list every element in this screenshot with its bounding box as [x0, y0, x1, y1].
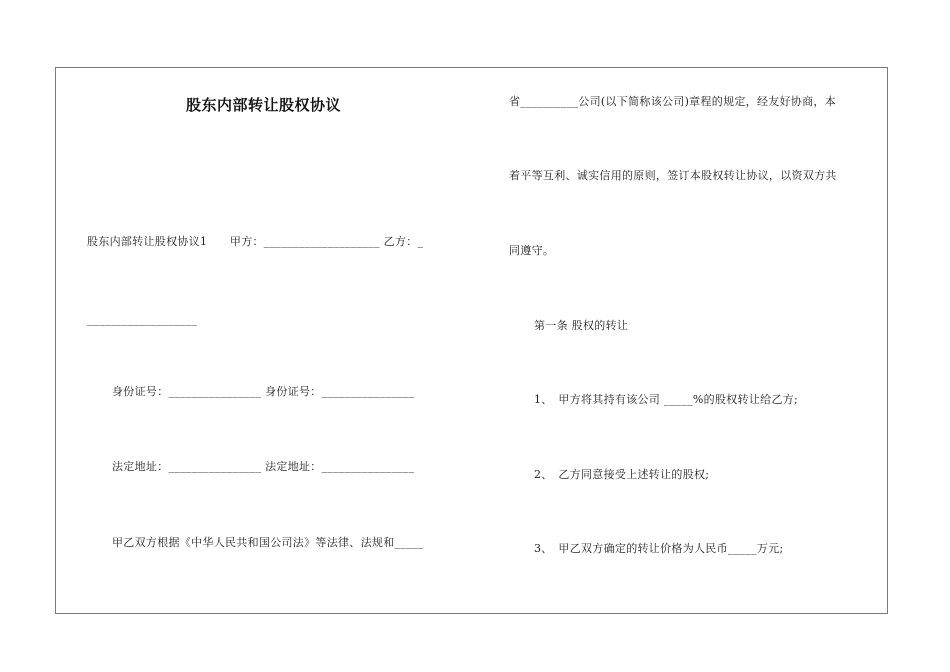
- intro-paragraph-line-1: 省__________公司(以下简称该公司)章程的规定，经友好协商，本: [509, 95, 837, 108]
- parties-line-continued: ___________________: [87, 313, 198, 326]
- legal-address-line: 法定地址：________________ 法定地址：________________: [112, 460, 415, 473]
- clause-3: 3、 甲乙双方确定的转让价格为人民币_____万元;: [534, 542, 784, 555]
- document-page: [55, 67, 888, 614]
- legal-basis-line: 甲乙双方根据《中华人民共和国公司法》等法律、法规和_____: [112, 536, 424, 549]
- clause-2: 2、 乙方同意接受上述转让的股权;: [534, 468, 710, 481]
- intro-paragraph-line-3: 同遵守。: [509, 244, 555, 257]
- article-1-heading: 第一条 股权的转让: [534, 319, 629, 332]
- clause-1: 1、 甲方将其持有该公司 _____%的股权转让给乙方;: [534, 393, 799, 406]
- intro-paragraph-line-2: 着平等互利、诚实信用的原则，签订本股权转让协议，以资双方共: [509, 169, 837, 182]
- parties-line: 股东内部转让股权协议1 甲方：____________________ 乙方：_: [87, 235, 424, 248]
- id-number-line: 身份证号：________________ 身份证号：________________: [112, 385, 415, 398]
- document-title: 股东内部转让股权协议: [185, 96, 341, 114]
